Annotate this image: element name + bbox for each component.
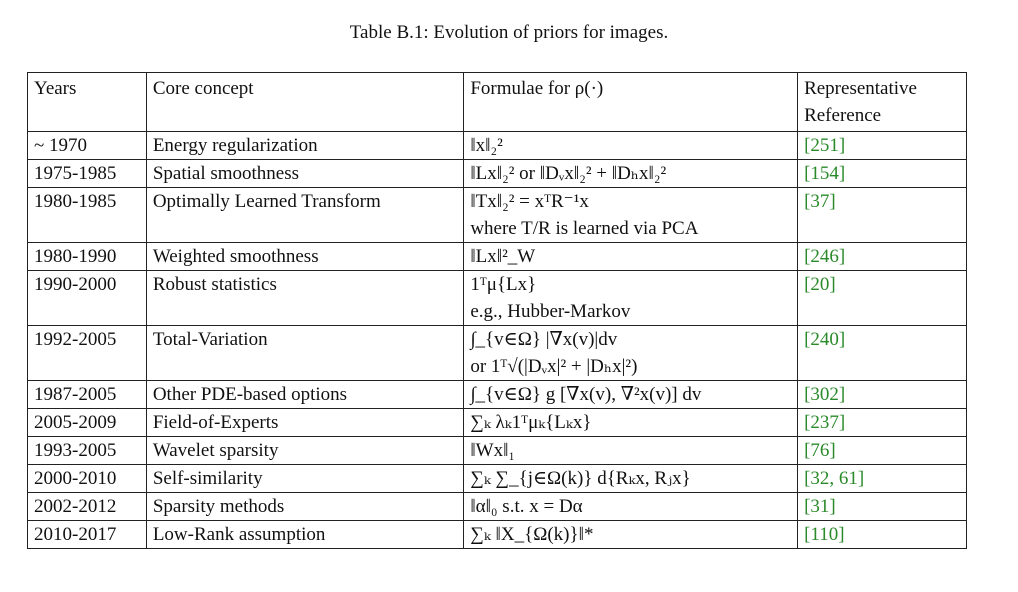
cell-formula: [464, 381, 798, 409]
table-row: [28, 437, 967, 465]
cell-concept: Wavelet sparsity: [146, 437, 463, 465]
formula-line: ‖Lx‖²_W: [470, 246, 536, 267]
formula-line: ‖Tx‖₂² = xᵀR⁻¹x: [470, 191, 589, 212]
formula-line: ‖Lx‖₂² or ‖Dᵥx‖₂² + ‖Dₕx‖₂²: [470, 163, 667, 184]
table-row: [28, 381, 967, 409]
header-concept: Core concept: [146, 73, 463, 132]
header-years: Years: [28, 73, 147, 132]
cell-concept: Energy regularization: [146, 132, 463, 160]
formula-line: ∑ₖ λₖ1ᵀμₖ{Lₖx}: [470, 412, 592, 433]
formula-line: ∫_{v∈Ω} g [∇x(v), ∇²x(v)] dv: [470, 384, 702, 405]
cell-years: 1980-1985: [28, 188, 147, 243]
header-row: [28, 73, 967, 132]
table-row: [28, 132, 967, 160]
header-formula: Formulae for ρ(·): [464, 73, 798, 132]
table-row: [28, 521, 967, 549]
cell-formula: [464, 493, 798, 521]
cell-years: 1987-2005: [28, 381, 147, 409]
cell-reference[interactable]: [246]: [798, 243, 967, 271]
cell-years: ~ 1970: [28, 132, 147, 160]
cell-reference[interactable]: [20]: [798, 271, 967, 326]
cell-reference[interactable]: [31]: [798, 493, 967, 521]
cell-concept: Total-Variation: [146, 326, 463, 381]
cell-concept: Field-of-Experts: [146, 409, 463, 437]
cell-concept: Other PDE-based options: [146, 381, 463, 409]
table-row: [28, 465, 967, 493]
cell-concept: Spatial smoothness: [146, 160, 463, 188]
formula-line: ‖x‖₂²: [470, 135, 503, 156]
cell-reference[interactable]: [251]: [798, 132, 967, 160]
cell-reference[interactable]: [32, 61]: [798, 465, 967, 493]
formula-line: or 1ᵀ√(|Dᵥx|² + |Dₕx|²): [470, 356, 638, 377]
cell-formula: [464, 465, 798, 493]
cell-years: 1975-1985: [28, 160, 147, 188]
cell-formula: [464, 188, 798, 243]
cell-formula: [464, 326, 798, 381]
table-row: [28, 188, 967, 243]
cell-reference[interactable]: [37]: [798, 188, 967, 243]
cell-reference[interactable]: [110]: [798, 521, 967, 549]
formula-line: ∑ₖ ∑_{j∈Ω(k)} d{Rₖx, Rⱼx}: [470, 468, 691, 489]
cell-years: 1993-2005: [28, 437, 147, 465]
cell-years: 1992-2005: [28, 326, 147, 381]
cell-formula: [464, 409, 798, 437]
cell-years: 1980-1990: [28, 243, 147, 271]
formula-line: ∫_{v∈Ω} |∇x(v)|dv: [470, 329, 618, 350]
table-row: [28, 160, 967, 188]
cell-reference[interactable]: [240]: [798, 326, 967, 381]
formula-line: ‖α‖₀ s.t. x = Dα: [470, 496, 583, 517]
table-row: [28, 243, 967, 271]
table-row: [28, 409, 967, 437]
cell-reference[interactable]: [302]: [798, 381, 967, 409]
cell-concept: Weighted smoothness: [146, 243, 463, 271]
formula-line: ‖Wx‖₁: [470, 440, 516, 461]
cell-years: 2005-2009: [28, 409, 147, 437]
cell-formula: [464, 521, 798, 549]
header-reference: [798, 73, 967, 132]
cell-reference[interactable]: [237]: [798, 409, 967, 437]
formula-line: where T/R is learned via PCA: [470, 218, 699, 239]
cell-formula: [464, 132, 798, 160]
header-reference-line2: Reference: [804, 105, 882, 126]
table-caption: Table B.1: Evolution of priors for images.: [349, 22, 669, 43]
cell-years: 2010-2017: [28, 521, 147, 549]
formula-line: ∑ₖ ‖X_{Ω(k)}‖*: [470, 524, 594, 545]
table-row: [28, 326, 967, 381]
cell-formula: [464, 437, 798, 465]
cell-formula: [464, 160, 798, 188]
cell-concept: Robust statistics: [146, 271, 463, 326]
cell-reference[interactable]: [154]: [798, 160, 967, 188]
cell-years: 1990-2000: [28, 271, 147, 326]
cell-years: 2002-2012: [28, 493, 147, 521]
table-row: [28, 271, 967, 326]
cell-concept: Sparsity methods: [146, 493, 463, 521]
cell-concept: Optimally Learned Transform: [146, 188, 463, 243]
cell-concept: Low-Rank assumption: [146, 521, 463, 549]
priors-table: [27, 72, 967, 549]
cell-years: 2000-2010: [28, 465, 147, 493]
cell-reference[interactable]: [76]: [798, 437, 967, 465]
table-row: [28, 493, 967, 521]
header-reference-line1: Representative: [804, 78, 917, 99]
formula-line: 1ᵀμ{Lx}: [470, 274, 537, 295]
cell-formula: [464, 243, 798, 271]
cell-concept: Self-similarity: [146, 465, 463, 493]
cell-formula: [464, 271, 798, 326]
formula-line: e.g., Hubber-Markov: [470, 301, 631, 322]
